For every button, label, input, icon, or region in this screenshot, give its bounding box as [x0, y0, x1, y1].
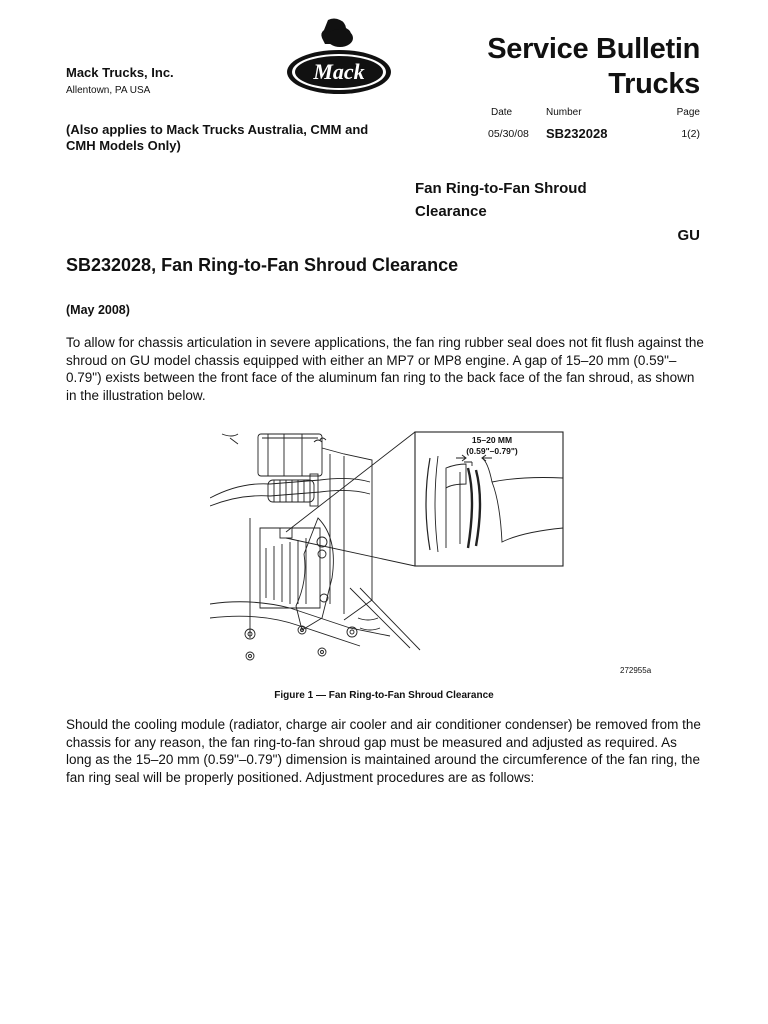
- mack-logo: [284, 16, 394, 98]
- bulletin-title-line2: Trucks: [608, 68, 700, 100]
- subject-title: Fan Ring-to-Fan Shroud Clearance: [415, 180, 587, 220]
- date-value: 05/30/08: [488, 128, 529, 140]
- number-label: Number: [546, 107, 582, 118]
- procedure-paragraph: Should the cooling module (radiator, charge air cooler and air conditioner condenser) be removed from the chassis for any reason, the fan ring-to-fan shroud gap must be measured and adjusted as required. As long as the 15–20 mm (0.59"–0.79") dimension is maintained around the circumference of the fan ring, the fan ring seal will be properly positioned. Adjustment procedures are as follows:: [66, 717, 701, 785]
- page-label: Page: [676, 107, 700, 118]
- company-location: Allentown, PA USA: [66, 85, 151, 96]
- fan-shroud-illustration: [210, 428, 570, 666]
- intro-paragraph: To allow for chassis articulation in severe applications, the fan ring rubber seal does not fit flush against the shroud on GU model chassis equipped with either an MP7 or MP8 engine. A gap of 15–20 mm (0.59"–0.79") exists between the front face of the aluminum fan ring to the back face of the fan shroud, as shown in the illustration below.: [66, 335, 704, 403]
- applies-note: (Also applies to Mack Trucks Australia, CMM and CMH Models Only): [66, 122, 369, 153]
- issue-date: (May 2008): [66, 303, 130, 317]
- figure-caption: Figure 1 — Fan Ring-to-Fan Shroud Clearance: [274, 690, 494, 701]
- company-name: Mack Trucks, Inc.: [66, 65, 174, 80]
- page-value: 1(2): [681, 128, 700, 140]
- inset-dimension-label-in: (0.59"–0.79"): [466, 446, 518, 456]
- number-value: SB232028: [546, 126, 608, 141]
- inset-dimension-label-mm: 15–20 MM: [471, 435, 513, 445]
- figure-number: 272955a: [620, 666, 652, 675]
- bulletin-heading: SB232028, Fan Ring-to-Fan Shroud Clearance: [66, 255, 459, 275]
- bulletin-title-line1: Service Bulletin: [487, 33, 700, 65]
- bulletin-title: [487, 32, 700, 102]
- model-code: GU: [677, 227, 700, 244]
- date-label: Date: [491, 107, 513, 118]
- logo-text: Mack: [313, 59, 365, 84]
